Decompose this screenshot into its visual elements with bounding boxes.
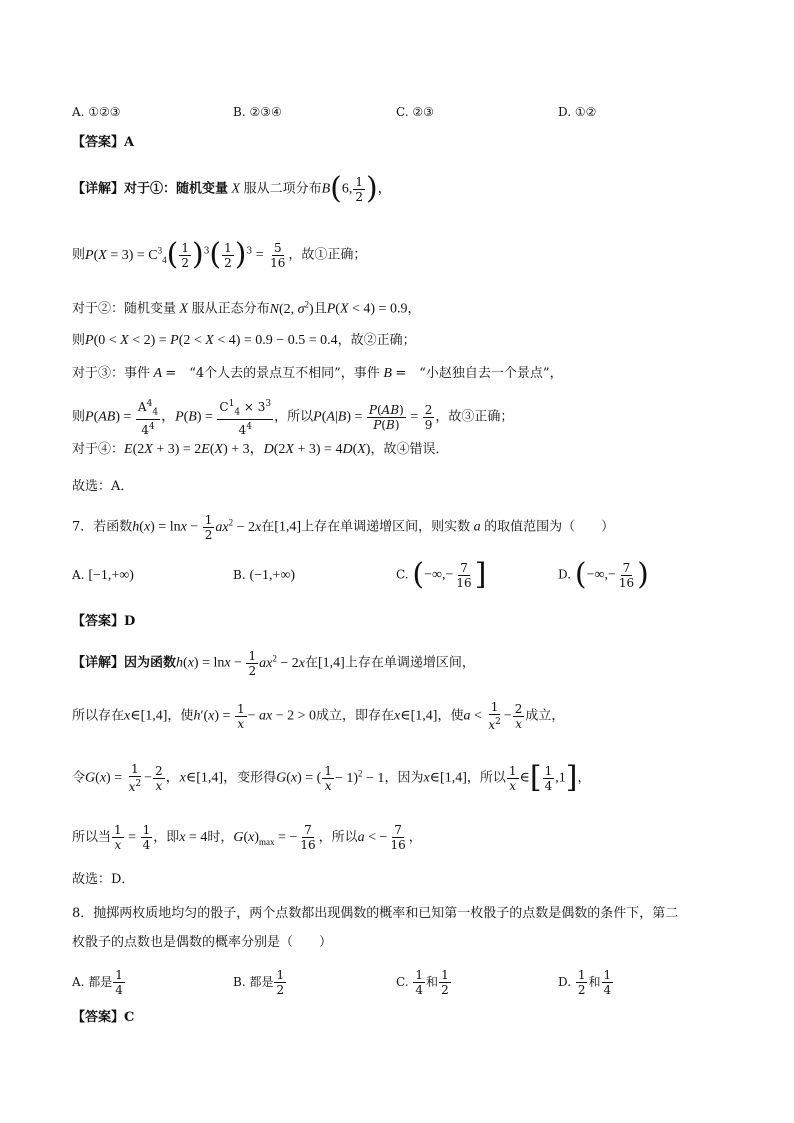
q6-option-d: D. ①② (558, 105, 597, 119)
q6-answer: 【答案】A (72, 135, 135, 150)
q7-stem: 7．若函数h(x) = lnx − $\frac{1}{2}$ $ax^2 - 2x$在[1,4]上存在单调递增区间，则实数 a 的取值范围为（ ） (72, 512, 615, 542)
q8-stem-line2: 枚骰子的点数也是偶数的概率分别是（ ） (72, 935, 333, 950)
q6-detail-line4: 则P(0 < X < 2) = P(2 < X < 4) = 0.9 − 0.5 = 0.4，故②正确； (72, 333, 416, 348)
q7-option-d: D. (−∞,− $\frac{7}{16}$ ) (558, 557, 649, 592)
q7-option-c: C. (−∞,− $\frac{7}{16}$ ] (396, 557, 487, 592)
q7-conclusion: 故选：D． (72, 872, 135, 887)
q8-answer: 【答案】C (72, 1010, 135, 1025)
q6-detail-line1: 【详解】对于①：随机变量 X 服从二项分布B(6, $\frac{1}{2}$ )， (72, 171, 391, 206)
q7-answer: 【答案】D (72, 614, 136, 629)
q7-detail-line4: 所以当 $\frac{1}{x}$ = $\frac{1}{4}$ ，即x = 4时，$G(x)_{max}$ = − $\frac{7}{16}$ ，所以a < − $\frac{7}{16}$ ， (72, 823, 422, 852)
q8-option-a: A. 都是 $\frac{1}{4}$ (72, 968, 123, 997)
q6-detail-line6: 则P(AB) = $\frac{A^4_4}{4^4}$ ，P(B) = $\frac{C^1_4 \times 3^3}{4^4}$ ，所以P(A|B) = $\frac{P(AB)}{P(B)}$ = $\frac{2}{9}$ ，故③正确； (72, 399, 514, 438)
q7-detail-line1: 【详解】因为函数h(x) = lnx − $\frac{1}{2}$ $ax^2 - 2x$在[1,4]上存在单调递增区间， (72, 648, 475, 678)
q6-option-b: B. ②③④ (233, 105, 282, 119)
q6-conclusion: 故选：A． (72, 479, 134, 494)
q7-option-b: B. (−1,+∞) (233, 568, 296, 583)
q6-detail-line5: 对于③：事件 A = “4个人去的景点互不相同”，事件 B = “小赵独自去一个景点”， (72, 366, 563, 381)
q8-option-d: D. $\frac{1}{2}$ 和 $\frac{1}{4}$ (558, 968, 612, 997)
q7-detail-line2: 所以存在x∈[1,4]，使h′(x) = $\frac{1}{x}$ − ax − 2 > 0成立，即存在x∈[1,4]，使a < $\frac{1}{x^2}$ − $\frac{2}{x}$ 成立， (72, 700, 565, 732)
q6-detail-line3: 对于②：随机变量 X 服从正态分布N(2, $\sigma^2$)且P(X < 4) = 0.9， (72, 299, 421, 317)
q8-option-c: C. $\frac{1}{4}$ 和 $\frac{1}{2}$ (396, 968, 449, 997)
q7-option-a: A. [−1,+∞) (72, 568, 134, 583)
q7-detail-line3: 令G(x) = $\frac{1}{x^2}$ − $\frac{2}{x}$ ，x∈[1,4]，变形得G(x) = ( $\frac{1}{x}$ − 1)$^2$ − 1，因为x∈[1,4]，所以 $\frac{1}{x}$ ∈[ $\frac{1}{4}$ ,1]， (72, 760, 591, 795)
q6-option-a: A. ①②③ (72, 105, 121, 119)
q6-detail-line7: 对于④：E(2X + 3) = 2E(X) + 3，D(2X + 3) = 4D(X)，故④错误． (72, 442, 449, 457)
q6-option-c: C. ②③ (396, 105, 434, 119)
q8-stem-line1: 8．抛掷两枚质地均匀的骰子，两个点数都出现偶数的概率和已知第一枚骰子的点数是偶数的条件下，第二 (72, 906, 679, 921)
q6-detail-line2: 则$P(X = 3) = C^3_4$( $\frac{1}{2}$ )$^3$( $\frac{1}{2}$ )$^3$ = $\frac{5}{16}$ ，故①正确； (72, 237, 367, 273)
q8-option-b: B. 都是 $\frac{1}{2}$ (233, 968, 285, 997)
